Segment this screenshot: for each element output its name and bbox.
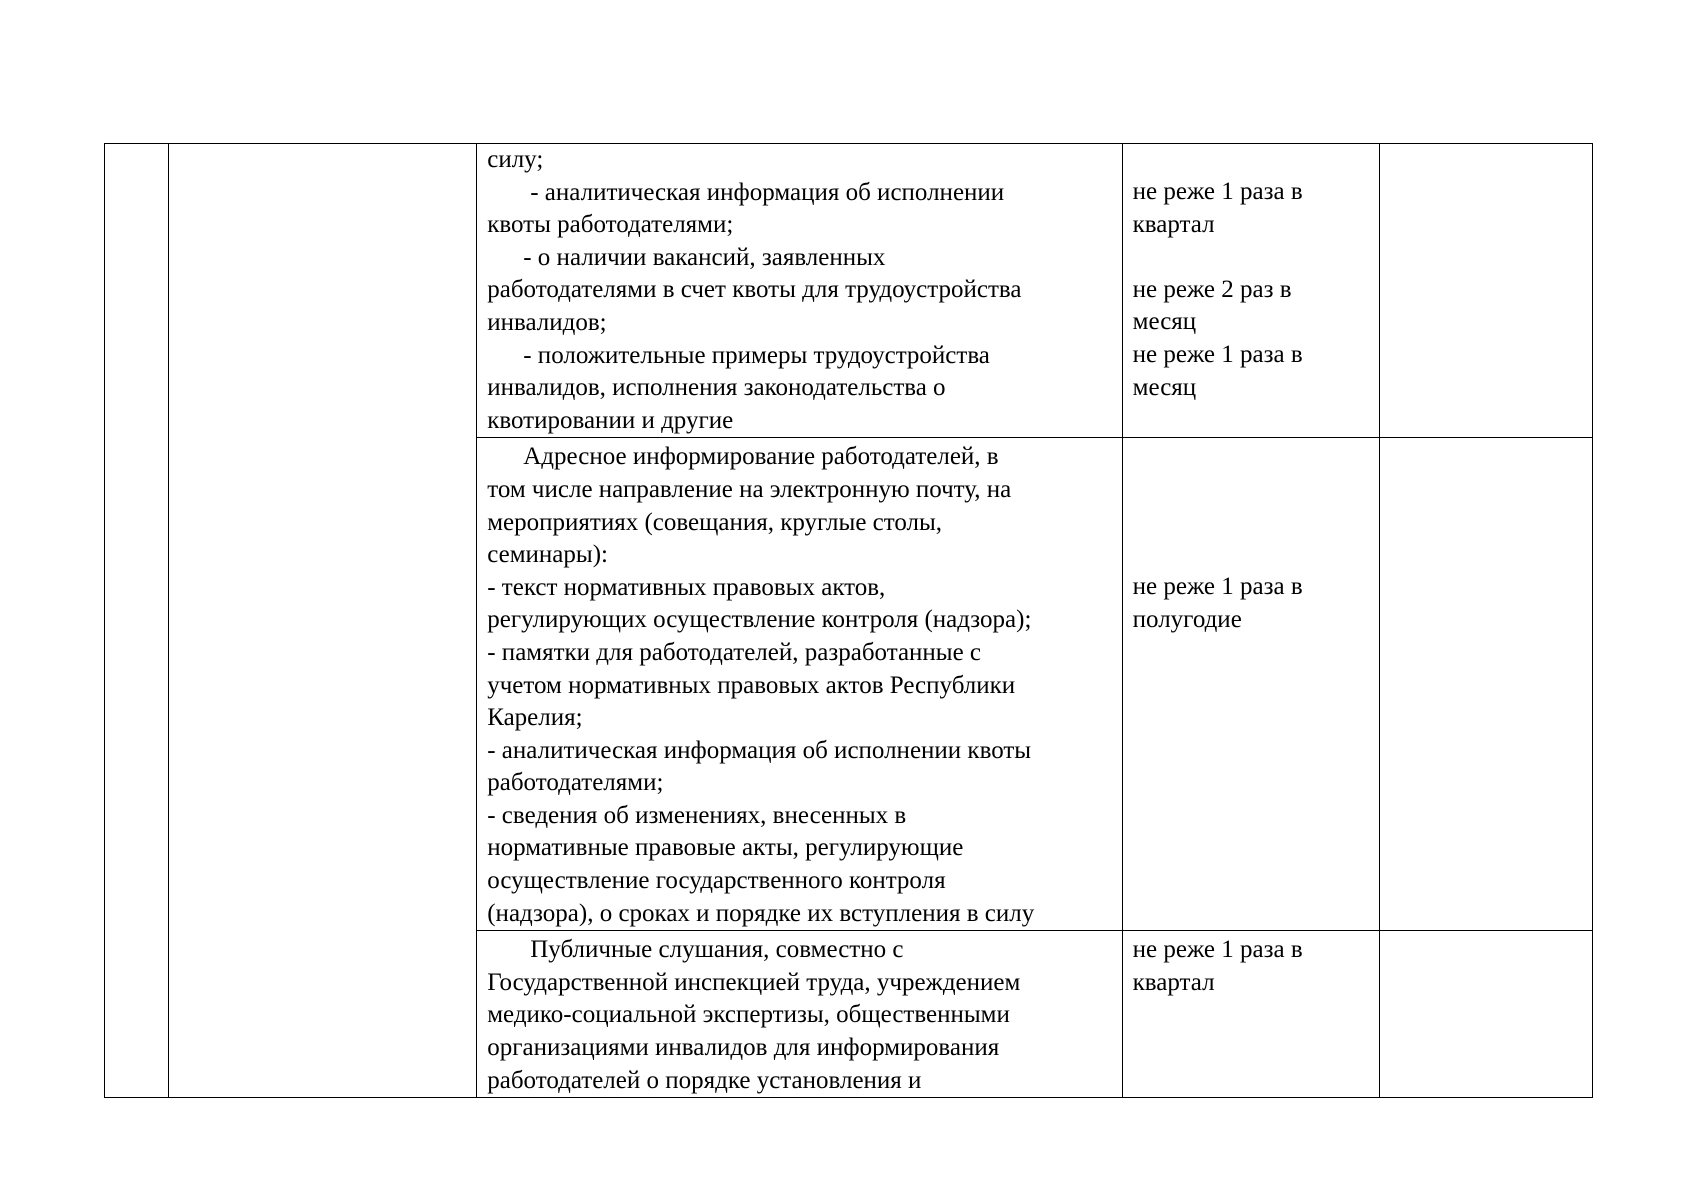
activity-line: работодателей о порядке установления и	[487, 1066, 922, 1094]
activity-line: - положительные примеры трудоустройства	[523, 341, 990, 369]
frequency-line: квартал	[1132, 210, 1215, 238]
activity-line: мероприятиях (совещания, круглые столы,	[487, 508, 943, 536]
frequency-line: месяц	[1132, 373, 1197, 401]
frequency-line: квартал	[1132, 968, 1215, 996]
activity-line: Государственной инспекцией труда, учреждением	[487, 968, 1021, 996]
measure-name-cell	[169, 144, 477, 1098]
frequency-line: месяц	[1132, 308, 1197, 336]
activity-line: - о наличии вакансий, заявленных	[523, 243, 886, 271]
activity-line: медико-социальной экспертизы, общественными	[487, 1001, 1010, 1029]
note-cell	[1379, 931, 1592, 1098]
activity-line: учетом нормативных правовых актов Республики	[487, 671, 1016, 699]
frequency-line: полугодие	[1132, 605, 1242, 633]
activity-line: - аналитическая информация об исполнении квоты	[487, 736, 1032, 764]
activity-line: работодателями в счет квоты для трудоустройства	[487, 276, 1022, 304]
activity-line: Адресное информирование работодателей, в	[523, 443, 999, 471]
frequency-line: не реже 1 раза в	[1132, 340, 1303, 368]
activity-cell	[477, 438, 1122, 931]
activity-cell	[477, 931, 1122, 1098]
note-cell	[1379, 144, 1592, 438]
activity-line: - сведения об изменениях, внесенных в	[487, 801, 907, 829]
number-cell	[105, 144, 169, 1098]
activity-line: регулирующих осуществление контроля (надзора);	[487, 606, 1032, 634]
activity-line: инвалидов;	[487, 308, 607, 336]
activity-cell	[477, 144, 1122, 438]
activity-line: квоты работодателями;	[487, 211, 734, 239]
frequency-cell	[1122, 438, 1379, 931]
frequency-line: не реже 1 раза в	[1132, 573, 1303, 601]
activity-line: Публичные слушания, совместно с	[530, 936, 904, 964]
activity-line: Карелия;	[487, 704, 583, 732]
activity-line: - аналитическая информация об исполнении	[530, 178, 1005, 206]
activity-line: инвалидов, исполнения законодательства о	[487, 374, 946, 402]
frequency-line: не реже 2 раз в	[1132, 275, 1292, 303]
activity-line: осуществление государственного контроля	[487, 867, 946, 895]
frequency-line: не реже 1 раза в	[1132, 178, 1303, 205]
activity-line: том числе направление на электронную почту, на	[487, 475, 1012, 503]
activity-line: (надзора), о сроках и порядке их вступления в силу	[487, 899, 1035, 927]
activity-line: - текст нормативных правовых актов,	[487, 573, 886, 601]
activity-line: квотировании и другие	[487, 406, 734, 434]
activity-line: нормативные правовые акты, регулирующие	[487, 834, 964, 862]
regulation-table	[104, 143, 1593, 1098]
activity-line: - памятки для работодателей, разработанные с	[487, 638, 982, 666]
frequency-line: не реже 1 раза в	[1132, 936, 1303, 964]
activity-line: работодателями;	[487, 769, 664, 797]
activity-line: силу;	[487, 146, 544, 173]
activity-line: организациями инвалидов для информирования	[487, 1034, 1000, 1062]
activity-line: семинары):	[487, 541, 608, 569]
note-cell	[1379, 438, 1592, 931]
frequency-cell	[1122, 931, 1379, 1098]
frequency-cell	[1122, 144, 1379, 438]
table-row	[105, 144, 1593, 438]
